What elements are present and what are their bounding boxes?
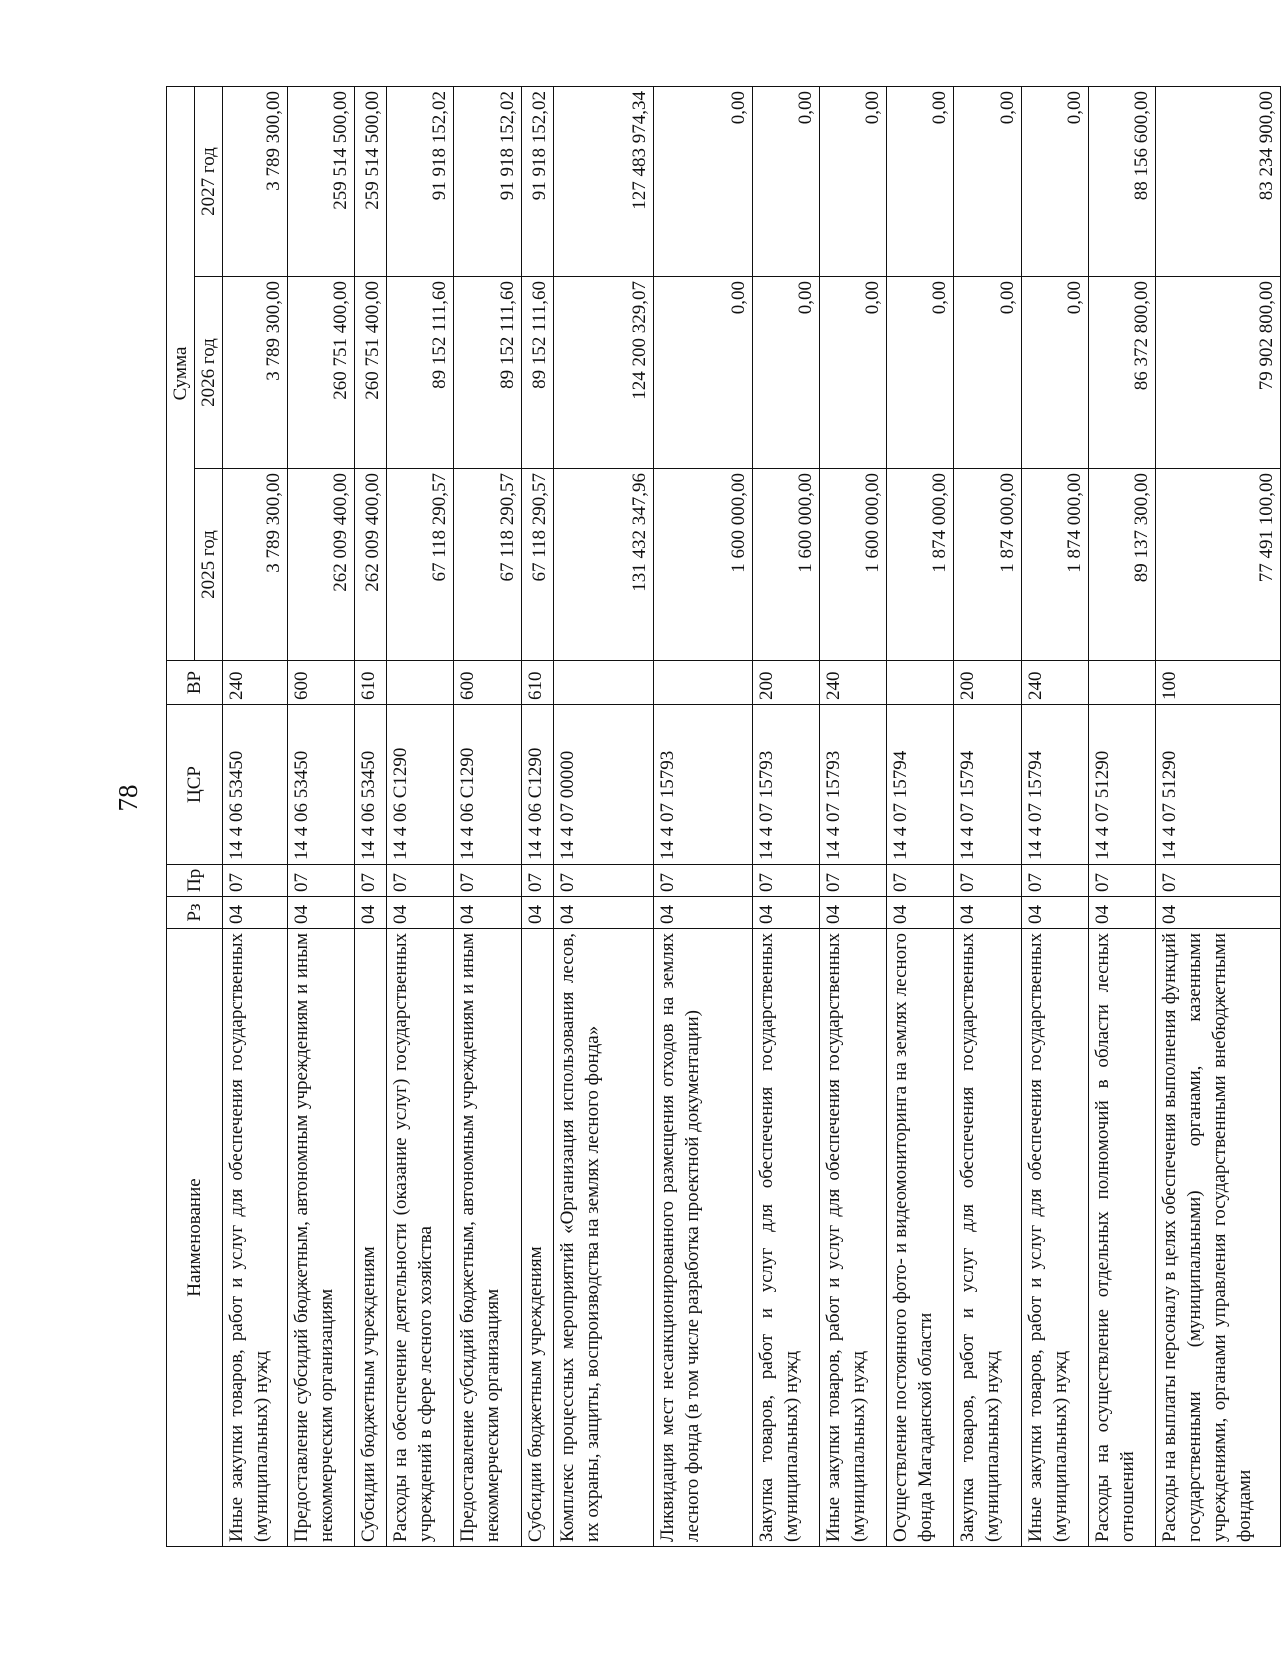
row-rz: 04 — [1155, 897, 1280, 929]
row-csr: 14 4 06 С1290 — [387, 705, 454, 865]
row-rz: 04 — [1088, 897, 1155, 929]
row-rz: 04 — [387, 897, 454, 929]
header-2025: 2025 год — [195, 469, 223, 661]
row-rz: 04 — [1021, 897, 1088, 929]
header-pr: Пр — [167, 865, 223, 897]
row-amount-2025: 1 600 000,00 — [753, 469, 820, 661]
row-amount-2027: 91 918 152,02 — [521, 87, 553, 277]
row-amount-2026: 89 152 111,60 — [521, 277, 553, 469]
row-amount-2027: 91 918 152,02 — [454, 87, 521, 277]
row-amount-2025: 67 118 290,57 — [387, 469, 454, 661]
row-amount-2025: 67 118 290,57 — [454, 469, 521, 661]
table-row — [287, 87, 354, 1547]
row-amount-2025: 1 600 000,00 — [820, 469, 887, 661]
row-pr: 07 — [287, 865, 354, 897]
row-csr: 14 4 07 15794 — [1021, 705, 1088, 865]
table-row — [954, 87, 1021, 1547]
row-amount-2027: 83 234 900,00 — [1155, 87, 1280, 277]
row-rz: 04 — [554, 897, 654, 929]
row-vr: 200 — [753, 661, 820, 705]
row-csr: 14 4 06 53450 — [287, 705, 354, 865]
row-amount-2025: 131 432 347,96 — [554, 469, 654, 661]
row-amount-2026: 0,00 — [887, 277, 954, 469]
row-csr: 14 4 07 51290 — [1155, 705, 1280, 865]
row-rz: 04 — [954, 897, 1021, 929]
table-row — [554, 87, 654, 1547]
row-vr — [387, 661, 454, 705]
table-row — [387, 87, 454, 1547]
header-vr: ВР — [167, 661, 223, 705]
header-sum-group: Сумма — [167, 87, 195, 661]
row-name: Иные закупки товаров, работ и услуг для обеспечения государственных (муниципальных) нужд — [223, 929, 288, 1547]
row-amount-2025: 262 009 400,00 — [287, 469, 354, 661]
row-rz: 04 — [521, 897, 553, 929]
row-amount-2026: 0,00 — [753, 277, 820, 469]
row-pr: 07 — [521, 865, 553, 897]
row-name: Осуществление постоянного фото- и видеомониторинга на землях лесного фонда Магаданской области — [887, 929, 954, 1547]
row-pr: 07 — [1021, 865, 1088, 897]
row-amount-2027: 0,00 — [887, 87, 954, 277]
row-amount-2026: 0,00 — [653, 277, 753, 469]
row-amount-2026: 260 751 400,00 — [354, 277, 386, 469]
row-amount-2025: 77 491 100,00 — [1155, 469, 1280, 661]
row-csr: 14 4 06 С1290 — [454, 705, 521, 865]
row-vr: 100 — [1155, 661, 1280, 705]
row-csr: 14 4 07 15793 — [820, 705, 887, 865]
row-pr: 07 — [454, 865, 521, 897]
row-pr: 07 — [653, 865, 753, 897]
row-name: Закупка товаров, работ и услуг для обеспечения государственных (муниципальных) нужд — [753, 929, 820, 1547]
row-vr: 610 — [354, 661, 386, 705]
table-row — [223, 87, 288, 1547]
row-amount-2025: 1 874 000,00 — [954, 469, 1021, 661]
row-csr: 14 4 07 15793 — [753, 705, 820, 865]
row-amount-2026: 86 372 800,00 — [1088, 277, 1155, 469]
table-body — [223, 87, 1281, 1547]
row-rz: 04 — [454, 897, 521, 929]
row-amount-2027: 259 514 500,00 — [287, 87, 354, 277]
row-rz: 04 — [354, 897, 386, 929]
row-amount-2026: 89 152 111,60 — [387, 277, 454, 469]
row-amount-2027: 3 789 300,00 — [223, 87, 288, 277]
row-rz: 04 — [820, 897, 887, 929]
row-amount-2026: 3 789 300,00 — [223, 277, 288, 469]
header-2027: 2027 год — [195, 87, 223, 277]
header-name: Наименование — [167, 929, 223, 1547]
row-pr: 07 — [354, 865, 386, 897]
row-pr: 07 — [554, 865, 654, 897]
row-name: Предоставление субсидий бюджетным, автономным учреждениям и иным некоммерческим организациям — [287, 929, 354, 1547]
row-csr: 14 4 07 15793 — [653, 705, 753, 865]
row-amount-2027: 0,00 — [954, 87, 1021, 277]
row-pr: 07 — [1155, 865, 1280, 897]
row-name: Закупка товаров, работ и услуг для обеспечения государственных (муниципальных) нужд — [954, 929, 1021, 1547]
row-amount-2025: 1 874 000,00 — [887, 469, 954, 661]
row-name: Иные закупки товаров, работ и услуг для обеспечения государственных (муниципальных) нужд — [820, 929, 887, 1547]
row-amount-2026: 0,00 — [954, 277, 1021, 469]
row-amount-2027: 91 918 152,02 — [387, 87, 454, 277]
row-csr: 14 4 06 С1290 — [521, 705, 553, 865]
row-pr: 07 — [753, 865, 820, 897]
row-csr: 14 4 06 53450 — [354, 705, 386, 865]
row-csr: 14 4 07 15794 — [954, 705, 1021, 865]
page-number: 78 — [113, 784, 143, 812]
row-pr: 07 — [954, 865, 1021, 897]
row-vr — [653, 661, 753, 705]
table-row — [653, 87, 753, 1547]
row-vr: 240 — [1021, 661, 1088, 705]
row-vr: 610 — [521, 661, 553, 705]
row-name: Расходы на выплаты персоналу в целях обеспечения выполнения функций государственными (муниципальными) органами, казенными учреждениями, органами управления государственными внебюджетными фондами — [1155, 929, 1280, 1547]
row-rz: 04 — [887, 897, 954, 929]
row-vr: 240 — [820, 661, 887, 705]
row-pr: 07 — [1088, 865, 1155, 897]
row-amount-2027: 127 483 974,34 — [554, 87, 654, 277]
table-row — [521, 87, 553, 1547]
row-vr: 200 — [954, 661, 1021, 705]
row-csr: 14 4 07 51290 — [1088, 705, 1155, 865]
row-pr: 07 — [820, 865, 887, 897]
row-rz: 04 — [653, 897, 753, 929]
row-vr — [1088, 661, 1155, 705]
row-amount-2026: 79 902 800,00 — [1155, 277, 1280, 469]
header-2026: 2026 год — [195, 277, 223, 469]
row-amount-2026: 89 152 111,60 — [454, 277, 521, 469]
row-name: Расходы на осуществление отдельных полномочий в области лесных отношений — [1088, 929, 1155, 1547]
row-amount-2026: 0,00 — [1021, 277, 1088, 469]
row-name: Иные закупки товаров, работ и услуг для обеспечения государственных (муниципальных) нужд — [1021, 929, 1088, 1547]
table-row — [820, 87, 887, 1547]
row-pr: 07 — [387, 865, 454, 897]
table-row — [1155, 87, 1280, 1547]
table-row — [1088, 87, 1155, 1547]
row-amount-2027: 88 156 600,00 — [1088, 87, 1155, 277]
row-name: Субсидии бюджетным учреждениям — [354, 929, 386, 1547]
row-amount-2025: 262 009 400,00 — [354, 469, 386, 661]
row-amount-2026: 0,00 — [820, 277, 887, 469]
table-row — [753, 87, 820, 1547]
row-name: Ликвидация мест несанкционированного размещения отходов на землях лесного фонда (в том числе разработка проектной документации) — [653, 929, 753, 1547]
row-vr — [887, 661, 954, 705]
row-amount-2025: 89 137 300,00 — [1088, 469, 1155, 661]
header-csr: ЦСР — [167, 705, 223, 865]
row-csr: 14 4 06 53450 — [223, 705, 288, 865]
rotated-table-container — [166, 87, 1281, 1547]
table-row — [1021, 87, 1088, 1547]
row-rz: 04 — [223, 897, 288, 929]
row-rz: 04 — [287, 897, 354, 929]
row-name: Субсидии бюджетным учреждениям — [521, 929, 553, 1547]
table-row — [887, 87, 954, 1547]
row-name: Расходы на обеспечение деятельности (оказание услуг) государственных учреждений в сфере лесного хозяйства — [387, 929, 454, 1547]
row-pr: 07 — [887, 865, 954, 897]
row-amount-2027: 259 514 500,00 — [354, 87, 386, 277]
row-amount-2025: 1 874 000,00 — [1021, 469, 1088, 661]
row-name: Комплекс процессных мероприятий «Организация использования лесов, их охраны, защиты, воспроизводства на землях лесного фонда» — [554, 929, 654, 1547]
row-amount-2027: 0,00 — [820, 87, 887, 277]
row-csr: 14 4 07 15794 — [887, 705, 954, 865]
row-amount-2026: 124 200 329,07 — [554, 277, 654, 469]
row-name: Предоставление субсидий бюджетным, автономным учреждениям и иным некоммерческим организациям — [454, 929, 521, 1547]
budget-table — [166, 86, 1281, 1547]
row-amount-2027: 0,00 — [653, 87, 753, 277]
row-rz: 04 — [753, 897, 820, 929]
table-row — [454, 87, 521, 1547]
row-amount-2026: 260 751 400,00 — [287, 277, 354, 469]
row-vr: 240 — [223, 661, 288, 705]
row-amount-2025: 1 600 000,00 — [653, 469, 753, 661]
row-vr: 600 — [454, 661, 521, 705]
row-vr: 600 — [287, 661, 354, 705]
row-amount-2025: 67 118 290,57 — [521, 469, 553, 661]
table-row — [354, 87, 386, 1547]
header-rz: Рз — [167, 897, 223, 929]
row-amount-2027: 0,00 — [1021, 87, 1088, 277]
row-csr: 14 4 07 00000 — [554, 705, 654, 865]
row-amount-2027: 0,00 — [753, 87, 820, 277]
row-pr: 07 — [223, 865, 288, 897]
row-vr — [554, 661, 654, 705]
row-amount-2025: 3 789 300,00 — [223, 469, 288, 661]
